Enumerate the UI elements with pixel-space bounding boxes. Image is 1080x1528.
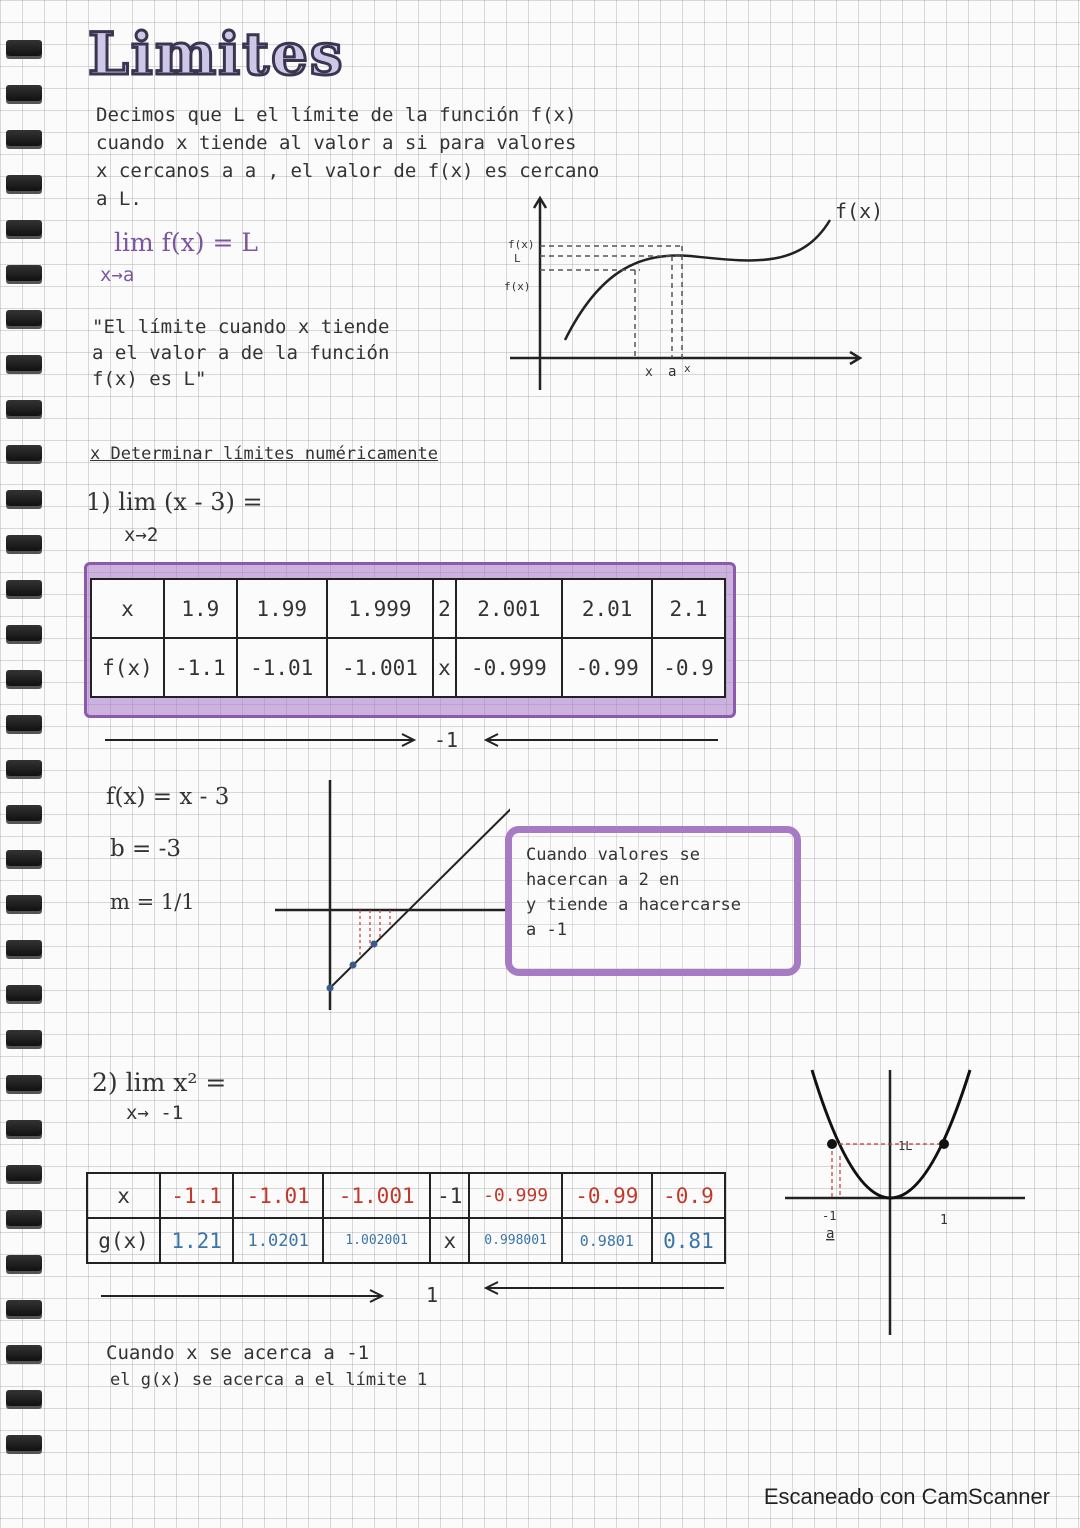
ex1-expression: 1) lim (x - 3) =	[86, 488, 263, 516]
spiral-ring	[6, 1345, 42, 1361]
table-cell: 1.9	[164, 579, 237, 638]
table-cell: -0.9	[652, 638, 725, 697]
spiral-ring	[6, 850, 42, 866]
ex2-table	[86, 1172, 726, 1264]
lim-expression: lim f(x) = L	[114, 228, 258, 257]
definition-line-4: a L.	[96, 188, 142, 210]
ex1-arrow-label: -1	[434, 728, 459, 752]
spiral-ring	[6, 1165, 42, 1181]
graph3-label-1L: 1L	[898, 1139, 913, 1153]
table-cell: 1.99	[237, 579, 327, 638]
spiral-ring	[6, 1210, 42, 1226]
spiral-ring	[6, 400, 42, 416]
table-cell: 1.0201	[233, 1218, 323, 1263]
ex1-intercept: b = -3	[110, 836, 182, 862]
ex2-subscript: x→ -1	[126, 1102, 184, 1124]
graph3-point-left	[827, 1139, 837, 1149]
definition-line-2: cuando x tiende al valor a si para valores	[96, 132, 577, 154]
spiral-ring	[6, 220, 42, 236]
table-cell: -1	[430, 1173, 469, 1218]
graph3-label-minus-one: -1	[822, 1209, 837, 1223]
page-title: Limites	[88, 20, 345, 88]
ex2-conclusion-line-1: Cuando x se acerca a -1	[106, 1342, 370, 1364]
graph3-label-one: 1	[940, 1213, 948, 1228]
table-cell: 1.002001	[323, 1218, 430, 1263]
ex2-arrow-label: 1	[426, 1283, 439, 1307]
ex1-function: f(x) = x - 3	[106, 784, 230, 810]
spiral-ring	[6, 1120, 42, 1136]
spiral-ring	[6, 490, 42, 506]
graph2-point	[327, 985, 334, 992]
spiral-ring	[6, 85, 42, 101]
table-cell: f(x)	[91, 638, 164, 697]
table-cell: -0.999	[456, 638, 563, 697]
table-cell: 2.001	[456, 579, 563, 638]
spiral-ring	[6, 1030, 42, 1046]
quote-line-1: "El límite cuando x tiende	[92, 316, 390, 338]
spiral-ring	[6, 445, 42, 461]
definition-line-3: x cercanos a a , el valor de f(x) es cercano	[96, 160, 600, 182]
table-cell: -0.99	[562, 1173, 652, 1218]
ex1-note-line-3: y tiende a hacercarse	[526, 895, 741, 915]
table-cell: 0.9801	[562, 1218, 652, 1263]
section-heading: x Determinar límites numéricamente	[90, 444, 438, 464]
table-cell: 1.21	[160, 1218, 233, 1263]
table-cell: -0.999	[469, 1173, 561, 1218]
ex1-note-line-1: Cuando valores se	[526, 845, 700, 865]
table-cell: -0.99	[562, 638, 652, 697]
quote-line-3: f(x) es L"	[92, 368, 207, 390]
spiral-ring	[6, 1255, 42, 1271]
spiral-binding	[0, 30, 44, 1470]
ex1-slope: m = 1/1	[110, 890, 195, 914]
table-cell: 0.998001	[469, 1218, 561, 1263]
ex2-table-row-x	[87, 1173, 725, 1218]
spiral-ring	[6, 625, 42, 641]
graph1-curve	[565, 220, 830, 340]
lim-subscript: x→a	[100, 264, 135, 286]
spiral-ring	[6, 535, 42, 551]
table-cell: -1.1	[160, 1173, 233, 1218]
spiral-ring	[6, 1435, 42, 1451]
spiral-ring	[6, 580, 42, 596]
ex1-approach-arrows	[100, 726, 730, 756]
graph1-curve-label: f(x)	[835, 199, 884, 223]
spiral-ring	[6, 1075, 42, 1091]
graph2-line	[330, 778, 510, 988]
graph3-point-right	[939, 1139, 949, 1149]
spiral-ring	[6, 1390, 42, 1406]
table-cell: 2	[433, 579, 455, 638]
parabola-graph	[780, 1060, 1030, 1340]
scanner-watermark: Escaneado con CamScanner	[763, 1484, 1050, 1509]
spiral-ring	[6, 715, 42, 731]
table-cell: x	[91, 579, 164, 638]
table-cell: -1.001	[323, 1173, 430, 1218]
table-cell: -1.1	[164, 638, 237, 697]
graph2-point	[371, 941, 378, 948]
graph1-label-x-left: x	[645, 365, 653, 380]
spiral-ring	[6, 985, 42, 1001]
table-cell: -0.9	[652, 1173, 725, 1218]
ex2-approach-arrows	[96, 1280, 736, 1310]
ex1-table-row-fx	[91, 638, 725, 697]
table-cell: -1.01	[233, 1173, 323, 1218]
table-cell: x	[87, 1173, 160, 1218]
table-cell: 2.1	[652, 579, 725, 638]
spiral-ring	[6, 1300, 42, 1316]
ex2-expression: 2) lim x² =	[92, 1068, 227, 1097]
ex1-table	[90, 578, 726, 698]
graph1-label-a: a	[668, 364, 677, 380]
ex2-conclusion-line-2: el g(x) se acerca a el límite 1	[110, 1370, 428, 1390]
spiral-ring	[6, 40, 42, 56]
table-cell: x	[433, 638, 455, 697]
table-cell: -1.001	[327, 638, 434, 697]
graph1-label-fx-top: f(x)	[508, 238, 535, 251]
limit-concept-graph	[490, 190, 910, 410]
linear-function-graph	[270, 770, 510, 1020]
ex1-note-line-2: hacercan a 2 en	[526, 870, 680, 890]
ex1-note-box	[505, 826, 801, 976]
ex1-subscript: x→2	[124, 524, 159, 546]
ex1-note-line-4: a -1	[526, 920, 567, 940]
spiral-ring	[6, 670, 42, 686]
spiral-ring	[6, 895, 42, 911]
spiral-ring	[6, 130, 42, 146]
definition-line-1: Decimos que L el límite de la función f(x)	[96, 104, 577, 126]
spiral-ring	[6, 175, 42, 191]
table-cell: g(x)	[87, 1218, 160, 1263]
graph1-label-fx-bottom: f(x)	[504, 280, 531, 293]
ex1-table-row-x	[91, 579, 725, 638]
table-cell: x	[430, 1218, 469, 1263]
table-cell: -1.01	[237, 638, 327, 697]
table-cell: 1.999	[327, 579, 434, 638]
graph1-label-x-right: x	[684, 362, 691, 375]
ex2-table-row-gx	[87, 1218, 725, 1263]
quote-line-2: a el valor a de la función	[92, 342, 390, 364]
table-cell: 2.01	[562, 579, 652, 638]
spiral-ring	[6, 940, 42, 956]
table-cell: 0.81	[652, 1218, 725, 1263]
spiral-ring	[6, 355, 42, 371]
spiral-ring	[6, 310, 42, 326]
graph2-point	[350, 962, 357, 969]
spiral-ring	[6, 265, 42, 281]
graph1-label-L: L	[514, 252, 521, 265]
graph3-label-a: a	[826, 1226, 835, 1242]
spiral-ring	[6, 805, 42, 821]
spiral-ring	[6, 760, 42, 776]
